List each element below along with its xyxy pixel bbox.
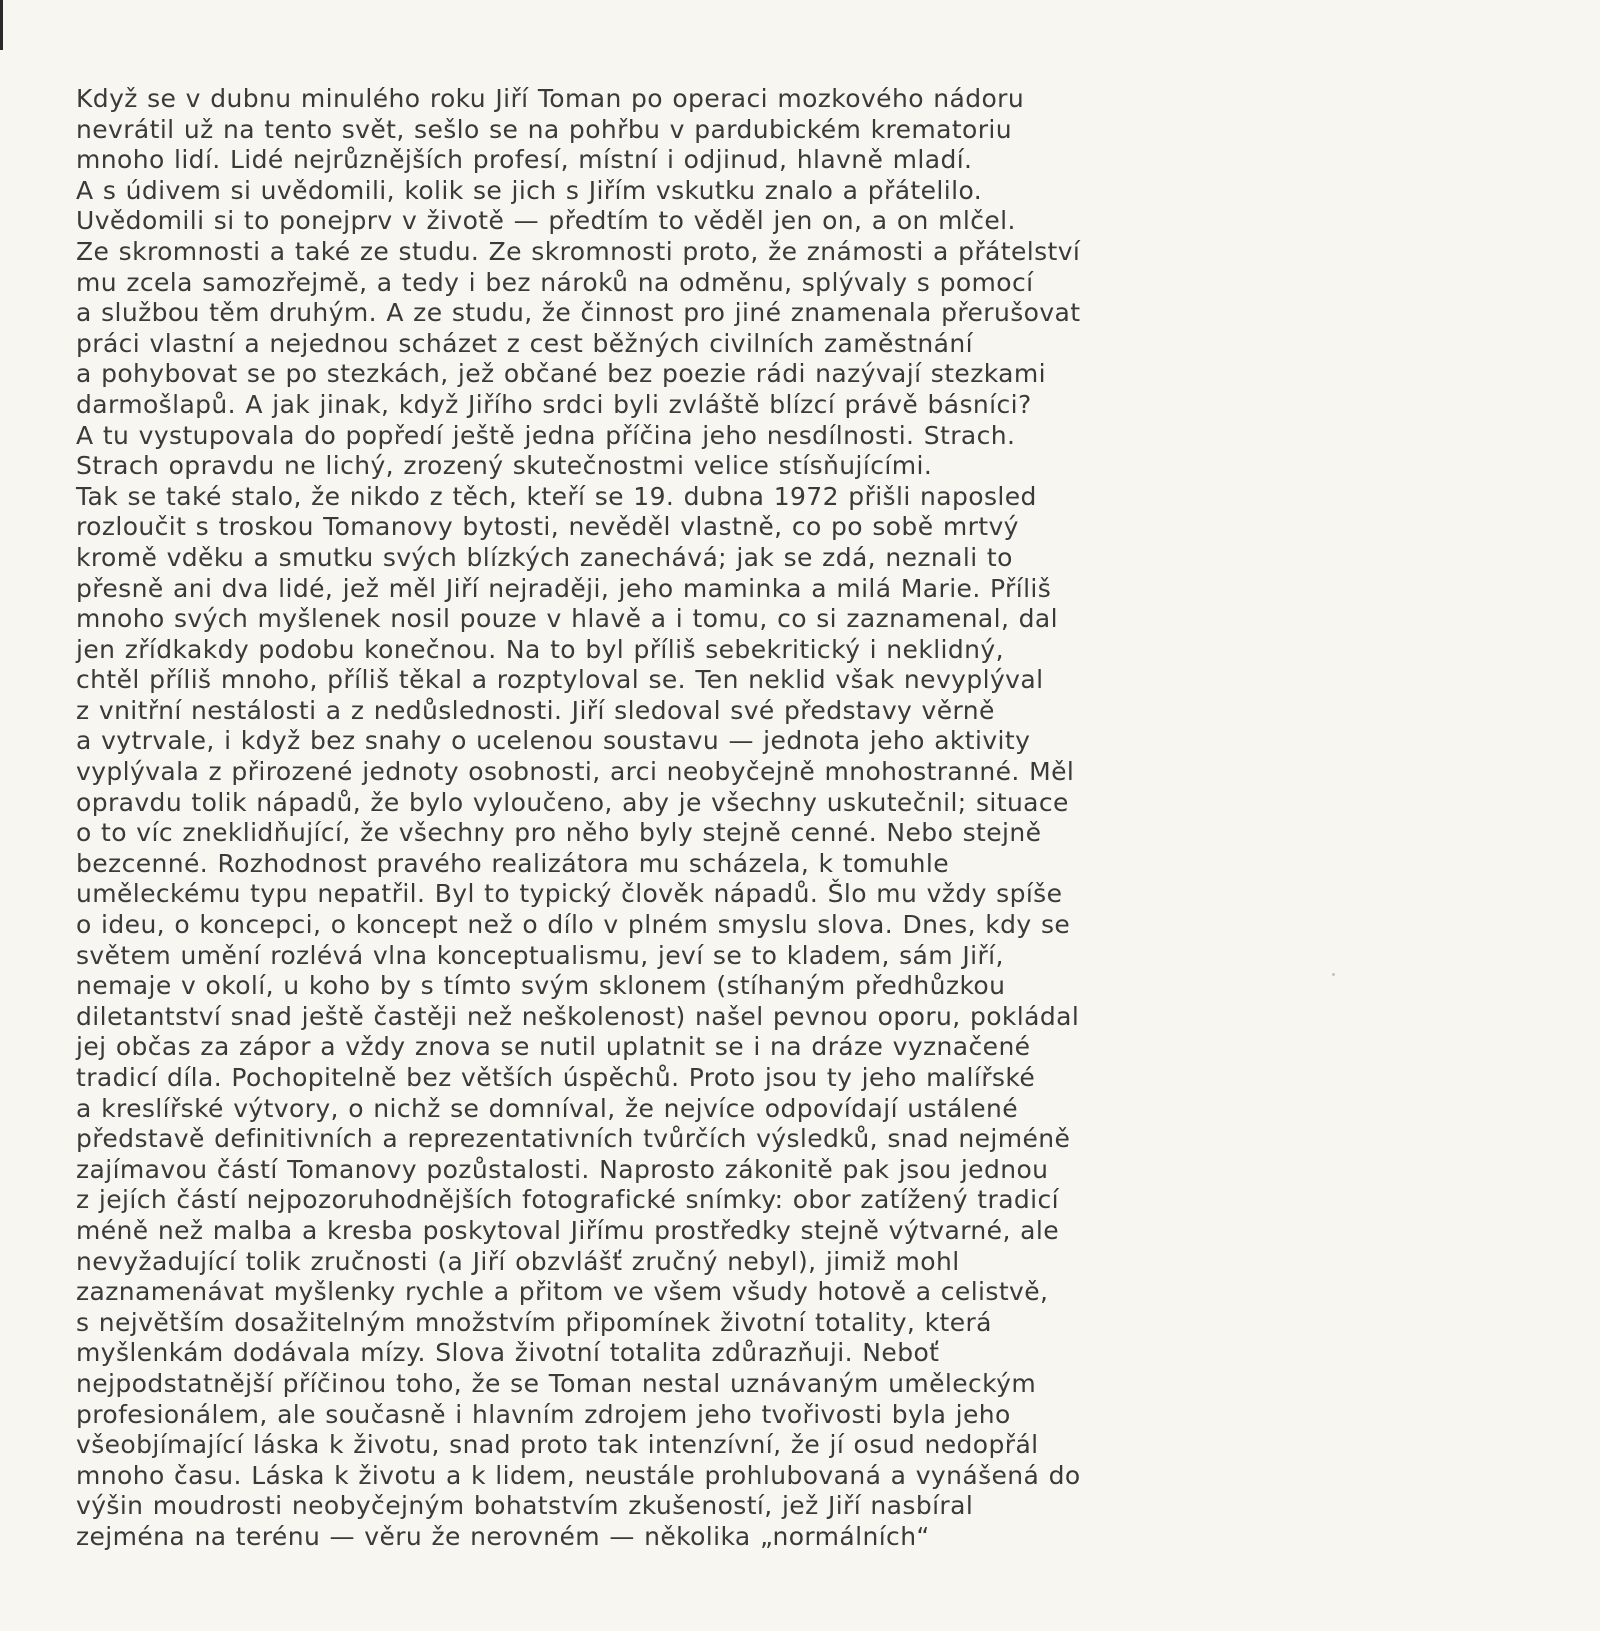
text-line: s největším dosažitelným množstvím připomínek životní totality, která (76, 1307, 992, 1337)
text-line: nejpodstatnější příčinou toho, že se Toman nestal uznávaným uměleckým (76, 1368, 1037, 1398)
text-line: a vytrvale, i když bez snahy o ucelenou soustavu — jednota jeho aktivity (76, 726, 1031, 756)
text-line: výšin moudrosti neobyčejným bohatstvím zkušeností, jež Jiří nasbíral (76, 1491, 974, 1521)
text-line: mnoho svých myšlenek nosil pouze v hlavě a i tomu, co si zaznamenal, dal (76, 604, 1058, 634)
text-line: darmošlapů. A jak jinak, když Jiřího srdci byli zvláště blízcí právě básníci? (76, 389, 1032, 419)
text-line: nevyžadující tolik zručnosti (a Jiří obzvlášť zručný nebyl), jimiž mohl (76, 1246, 960, 1276)
text-line: o to víc zneklidňující, že všechny pro něho byly stejně cenné. Nebo stejně (76, 818, 1042, 848)
text-line: z vnitřní nestálosti a z nedůslednosti. Jiří sledoval své představy věrně (76, 695, 995, 725)
text-line: o ideu, o koncepci, o koncept než o dílo v plném smyslu slova. Dnes, kdy se (76, 910, 1071, 940)
text-line: A s údivem si uvědomili, kolik se jich s Jiřím vskutku znalo a přátelilo. (76, 175, 983, 205)
text-line: rozloučit s troskou Tomanovy bytosti, nevěděl vlastně, co po sobě mrtvý (76, 512, 1019, 542)
text-line: vyplývala z přirozené jednoty osobnosti, arci neobyčejně mnohostranné. Měl (76, 757, 1075, 787)
page-edge-mark (0, 0, 3, 50)
text-line: představě definitivních a reprezentativních tvůrčích výsledků, snad nejméně (76, 1124, 1071, 1154)
text-line: A tu vystupovala do popředí ještě jedna příčina jeho nesdílnosti. Strach. (76, 420, 1016, 450)
text-line: opravdu tolik nápadů, že bylo vyloučeno, aby je všechny uskutečnil; situace (76, 787, 1069, 817)
text-line: kromě vděku a smutku svých blízkých zanechává; jak se zdá, neznali to (76, 542, 1013, 572)
text-line: zajímavou částí Tomanovy pozůstalosti. Naprosto zákonitě pak jsou jednou (76, 1154, 1049, 1184)
text-line: Strach opravdu ne lichý, zrozený skutečnostmi velice stísňujícími. (76, 451, 933, 481)
text-line: mu zcela samozřejmě, a tedy i bez nároků na odměnu, splývaly s pomocí (76, 267, 1034, 297)
text-line: a kreslířské výtvory, o nichž se domníval, že nejvíce odpovídají ustálené (76, 1093, 1019, 1123)
text-line: zaznamenávat myšlenky rychle a přitom ve všem všudy hotově a celistvě, (76, 1277, 1049, 1307)
text-line: myšlenkám dodávala mízy. Slova životní totalita zdůrazňuji. Neboť (76, 1338, 940, 1368)
text-line: zejména na terénu — věru že nerovném — několika „normálních“ (76, 1521, 930, 1551)
text-line: profesionálem, ale současně i hlavním zdrojem jeho tvořivosti byla jeho (76, 1399, 1011, 1429)
text-line: jen zřídkakdy podobu konečnou. Na to byl příliš sebekritický i neklidný, (76, 634, 1004, 664)
text-line: a službou těm druhým. A ze studu, že činnost pro jiné znamenala přerušovat (76, 298, 1081, 328)
text-line: nevrátil už na tento svět, sešlo se na pohřbu v pardubickém krematoriu (76, 114, 1013, 144)
text-line: chtěl příliš mnoho, příliš těkal a rozptyloval se. Ten neklid však nevyplýval (76, 665, 1044, 695)
text-line: z jejích částí nejpozoruhodnějších fotografické snímky: obor zatížený tradicí (76, 1185, 1060, 1215)
text-line: přesně ani dva lidé, jež měl Jiří nejraději, jeho maminka a milá Marie. Příliš (76, 573, 1052, 603)
text-line: Tak se také stalo, že nikdo z těch, kteří se 19. dubna 1972 přišli naposled (76, 481, 1037, 511)
text-line: nemaje v okolí, u koho by s tímto svým sklonem (stíhaným předhůzkou (76, 971, 1006, 1001)
text-line: mnoho času. Láska k životu a k lidem, neustále prohlubovaná a vynášená do (76, 1460, 1081, 1490)
text-line: méně než malba a kresba poskytoval Jiřímu prostředky stejně výtvarné, ale (76, 1215, 1059, 1245)
text-line: uměleckému typu nepatřil. Byl to typický člověk nápadů. Šlo mu vždy spíše (76, 879, 1063, 909)
text-line: světem umění rozlévá vlna konceptualismu, jeví se to kladem, sám Jiří, (76, 940, 1004, 970)
text-line: diletantství snad ještě častěji než neškolenost) našel pevnou oporu, pokládal (76, 1001, 1080, 1031)
text-line: všeobjímající láska k životu, snad proto tak intenzívní, že jí osud nedopřál (76, 1430, 1039, 1460)
text-line: Když se v dubnu minulého roku Jiří Toman po operaci mozkového nádoru (76, 84, 1025, 113)
text-line: a pohybovat se po stezkách, jež občané bez poezie rádi nazývají stezkami (76, 359, 1046, 389)
text-line: tradicí díla. Pochopitelně bez větších úspěchů. Proto jsou ty jeho malířské (76, 1063, 1036, 1092)
text-line: mnoho lidí. Lidé nejrůznějších profesí, místní i odjinud, hlavně mladí. (76, 145, 973, 175)
text-line: Ze skromnosti a také ze studu. Ze skromnosti proto, že známosti a přátelství (76, 236, 1081, 266)
paper-speck (1332, 973, 1335, 976)
text-line: bezcenné. Rozhodnost pravého realizátora mu scházela, k tomuhle (76, 848, 950, 878)
text-line: práci vlastní a nejednou scházet z cest běžných civilních zaměstnání (76, 328, 973, 358)
text-line: Uvědomili si to ponejprv v životě — předtím to věděl jen on, a on mlčel. (76, 206, 1016, 236)
body-text (76, 84, 1186, 1553)
text-line: jej občas za zápor a vždy znova se nutil uplatnit se i na dráze vyznačené (76, 1032, 1031, 1062)
